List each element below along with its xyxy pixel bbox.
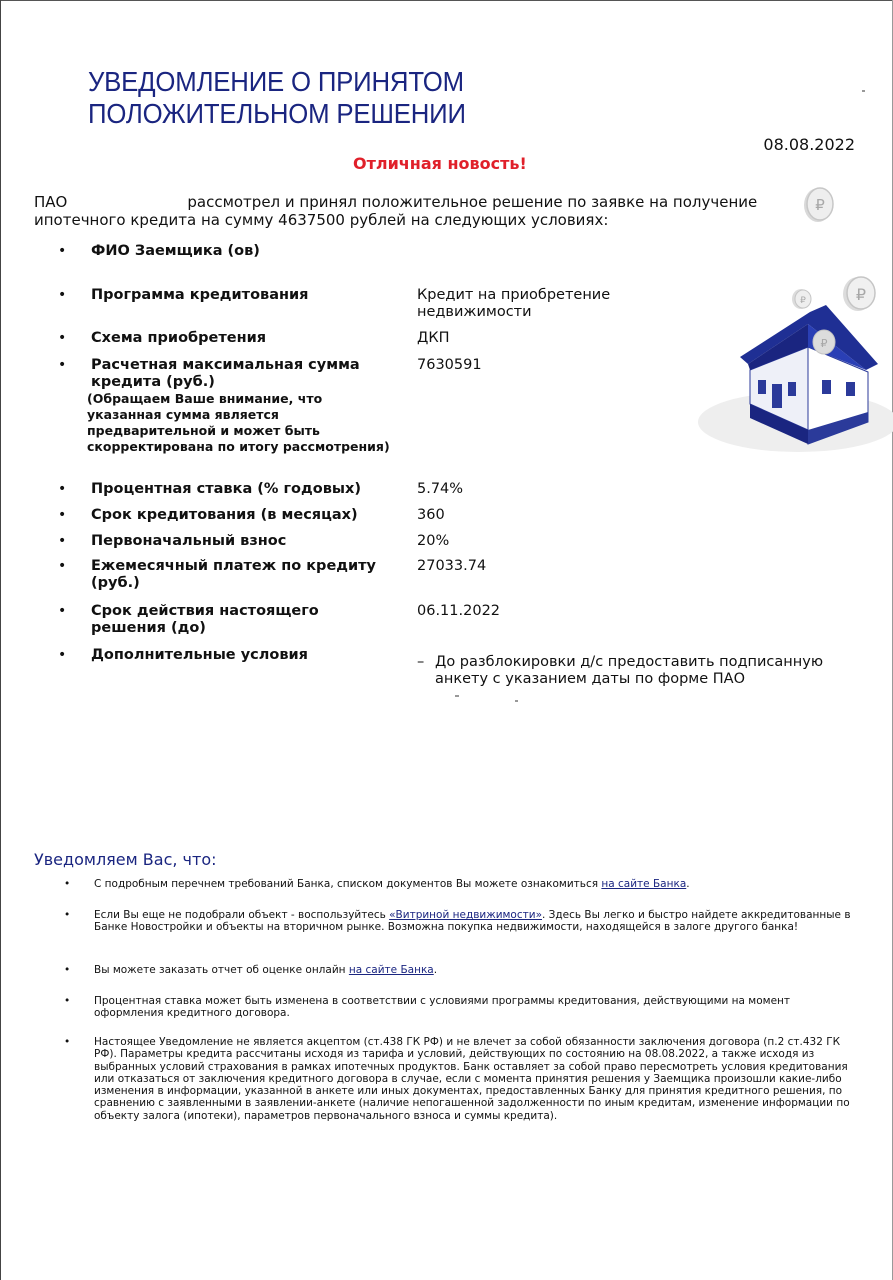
bullet: • — [58, 330, 67, 346]
condition-label: Ежемесячный платеж по кредиту (руб.) — [91, 558, 377, 591]
notice-text — [94, 909, 852, 934]
bullet: • — [58, 558, 67, 574]
coin-large-icon — [843, 277, 875, 311]
condition-value-text: До разблокировки д/с предоставить подписанную анкету с указанием даты по форме ПАО — [435, 654, 824, 687]
notice-item — [62, 909, 852, 934]
dash: – — [417, 654, 425, 670]
svg-text:₽: ₽ — [855, 285, 867, 304]
bank-site-link[interactable]: на сайте Банка — [348, 964, 434, 976]
notice-item — [62, 995, 852, 1020]
notice-text-body: С подробным перечнем требований Банка, списком документов Вы можете ознакомиться — [94, 878, 599, 890]
condition-label: Срок действия настоящего решения (до) — [91, 603, 319, 636]
house-illustration — [698, 272, 893, 452]
condition-value: 7630591 — [417, 357, 482, 373]
notice-text-body: Вы можете заказать отчет об оценке онлайн — [94, 964, 346, 976]
page-title-line-2: ПОЛОЖИТЕЛЬНОМ РЕШЕНИИ — [88, 98, 466, 129]
intro-text-line-2: ипотечного кредита на сумму 4637500 рублей на следующих условиях: — [34, 211, 609, 229]
bullet: • — [58, 647, 67, 663]
real-estate-showcase-link[interactable]: «Витриной недвижимости» — [389, 909, 542, 921]
notice-text-body: Если Вы еще не подобрали объект - воспользуйтесь — [94, 909, 386, 921]
headline: Отличная новость! — [353, 154, 527, 173]
condition-value — [417, 654, 865, 688]
condition-label: Схема приобретения — [91, 330, 267, 346]
condition-label — [87, 357, 391, 455]
notice-text — [94, 964, 852, 976]
condition-label: Первоначальный взнос — [91, 533, 287, 549]
bullet: • — [58, 481, 67, 497]
svg-text:₽: ₽ — [815, 196, 825, 214]
notice-title: Уведомляем Вас, что: — [34, 850, 217, 869]
bullet: • — [64, 909, 71, 921]
document-date: 08.08.2022 — [763, 135, 855, 154]
notice-item — [62, 878, 852, 890]
condition-value: 360 — [417, 507, 445, 523]
condition-value: Кредит на приобретение недвижимости — [417, 287, 611, 320]
condition-label: ФИО Заемщика (ов) — [91, 243, 260, 259]
condition-label: Дополнительные условия — [91, 647, 308, 663]
condition-value: 06.11.2022 — [417, 603, 501, 619]
condition-value: 20% — [417, 533, 450, 549]
intro-paragraph — [34, 193, 794, 229]
condition-value: 27033.74 — [417, 558, 487, 574]
intro-bank-prefix: ПАО — [34, 193, 68, 211]
condition-label-text: Расчетная максимальная сумма кредита (руб.) — [91, 357, 360, 390]
condition-label: Программа кредитования — [91, 287, 309, 303]
condition-value: 5.74% — [417, 481, 464, 497]
page-title-line-1: УВЕДОМЛЕНИЕ О ПРИНЯТОМ — [88, 66, 464, 97]
coin-small-icon — [792, 289, 811, 309]
svg-text:₽: ₽ — [820, 337, 828, 350]
bullet: • — [64, 964, 71, 976]
condition-label: Процентная ставка (% годовых) — [91, 481, 361, 497]
bullet: • — [64, 995, 71, 1007]
decorative-dot — [455, 695, 459, 697]
bullet: • — [58, 357, 67, 373]
notice-item — [62, 964, 852, 976]
page-border-left — [0, 0, 1, 1280]
notice-text-after: . — [686, 878, 690, 890]
notice-text-after: . — [433, 964, 438, 976]
decorative-dot — [862, 90, 865, 92]
bullet: • — [58, 287, 67, 303]
bullet: • — [58, 533, 67, 549]
svg-text:₽: ₽ — [800, 296, 806, 306]
page-border-top — [0, 0, 893, 1]
notice-text-after: . Здесь Вы легко и быстро найдете аккредитованные в Банке Новостройки и объекты на вторичном рынке. Возможна покупка недвижимости, находящейся в залоге другого банка! — [94, 909, 851, 934]
bank-site-link[interactable]: на сайте Банка — [601, 878, 687, 890]
condition-value: ДКП — [417, 330, 450, 346]
bullet: • — [64, 878, 71, 890]
bullet: • — [58, 603, 67, 619]
notice-text: Процентная ставка может быть изменена в соответствии с условиями программы кредитования, действующими на момент оформления кредитного договора. — [94, 995, 791, 1020]
condition-note: (Обращаем Ваше внимание, что указанная сумма является предварительной и может быть скорректирована по итогу рассмотрения) — [87, 391, 390, 454]
condition-label: Срок кредитования (в месяцах) — [91, 507, 358, 523]
bullet: • — [64, 1036, 71, 1048]
bullet: • — [58, 507, 67, 523]
notice-text — [94, 878, 852, 890]
intro-text-line-1: рассмотрел и принял положительное решение по заявке на получение — [187, 193, 758, 211]
page-title — [88, 66, 466, 130]
notice-item — [62, 1036, 852, 1122]
decorative-dot — [515, 700, 518, 702]
ruble-coin-icon — [800, 184, 836, 224]
bullet: • — [58, 243, 67, 259]
notice-text: Настоящее Уведомление не является акцептом (ст.438 ГК РФ) и не влечет за собой обязанности заключения договора (п.2 ст.432 ГК РФ). Параметры кредита рассчитаны исходя из тарифа и условий, действующих по состоянию на 08.08.2022, а также исходя из выбранных условий страхования в рамках ипотечных продуктов. Банк оставляет за собой право пересмотреть условия кредитования или отказаться от заключения кредитного договора в случае, если с момента принятия решения у Заемщика произошли какие-либо изменения в информации, указанной в анкете или иных документах, предоставленных Банку для принятия кредитного решения, по сравнению с заявленными в заявлении-анкете (наличие непогашенной задолженности по иным кредитам, изменение информации по объекту залога (ипотеки), параметров первоначального взноса и суммы кредита). — [94, 1036, 850, 1122]
